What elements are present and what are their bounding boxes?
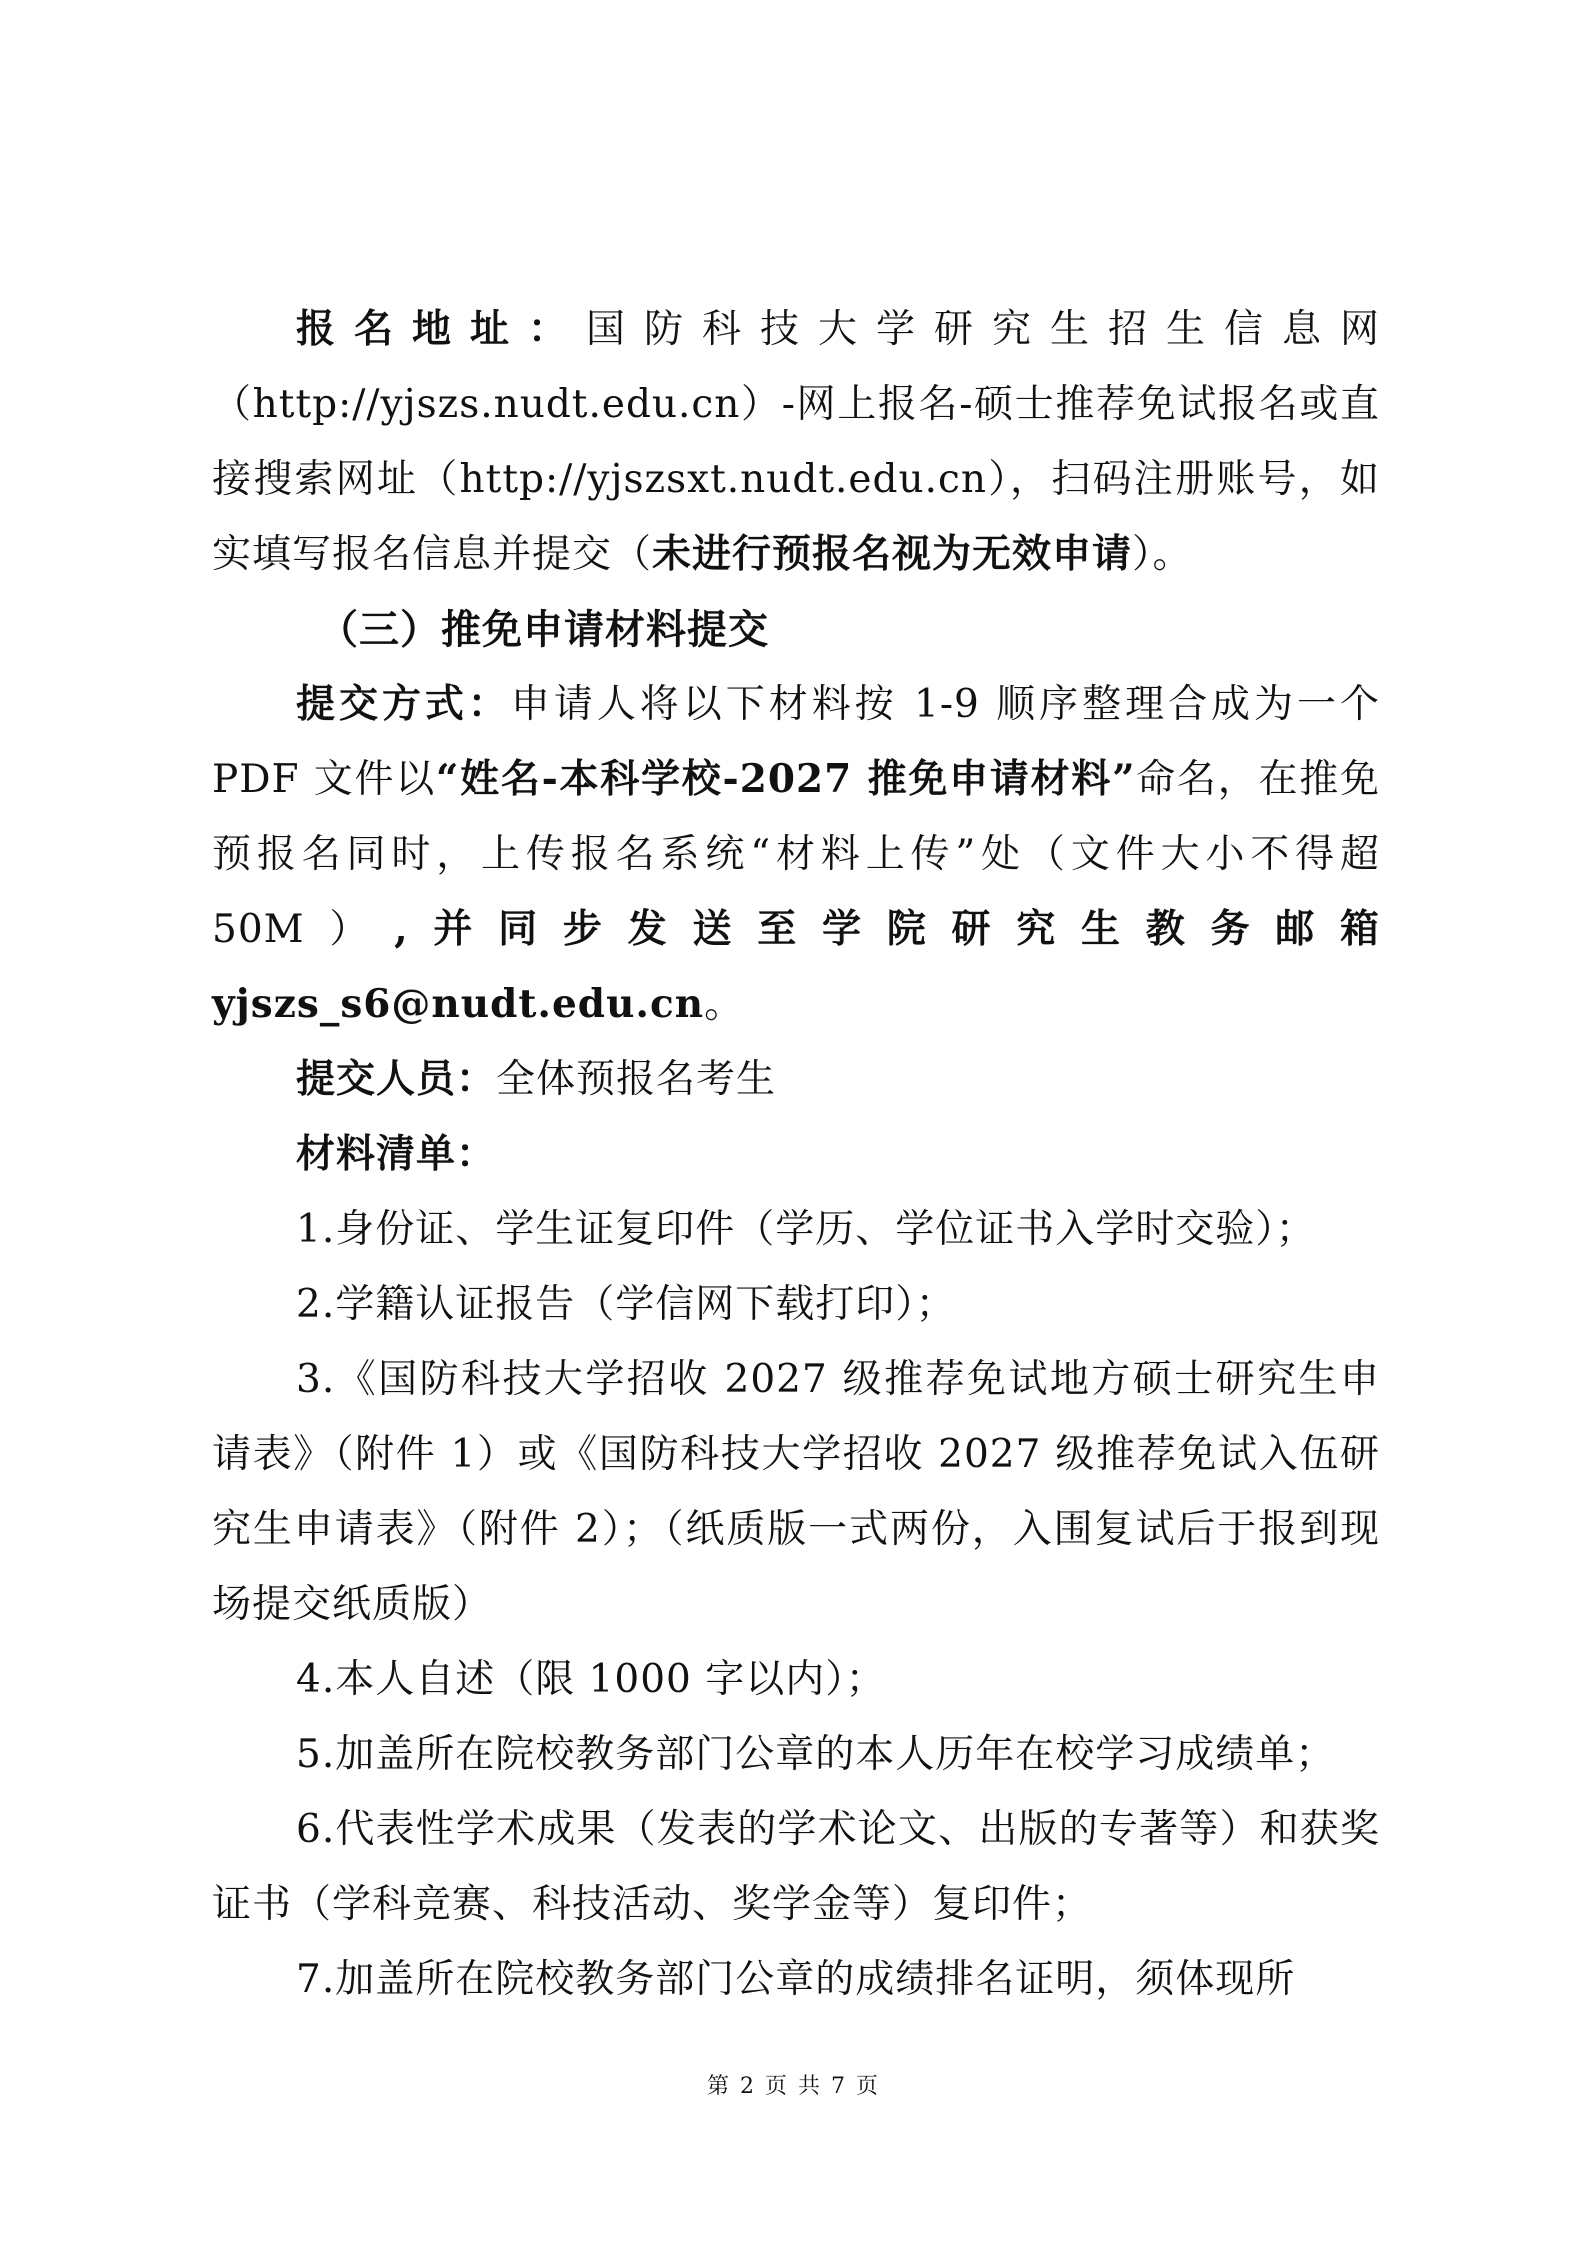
method-text-2: 命名，在推免预报名同时，上传报名系统“材料上传”处（文件大小不得超 50M） [212,757,1380,952]
material-item-1: 1.身份证、学生证复印件（学历、学位证书入学时交验）； [296,1207,1316,1252]
material-item-7: 7.加盖所在院校教务部门公章的成绩排名证明，须体现所 [296,1957,1296,2002]
method-text-1: 申请人将以下材料按 1-9 顺序整理合成为一个 PDF 文件以 [212,682,1380,802]
document-body [212,292,1380,2017]
method-email-note: ,并同步发送至学院研究生教务邮箱 yjszs_s6@nudt.edu.cn [212,906,1381,1027]
page-number-footer: 第 2 页 共 7 页 [707,2074,880,2099]
method-filename-format: “姓名-本科学校-2027 推免申请材料” [435,756,1136,802]
material-item-3: 3.《国防科技大学招收 2027 级推荐免试地方硕士研究生申请表》（附件 1）或《国防科技大学招收 2027 级推荐免试入伍研究生申请表》（附件 2）；（纸质版一式两份，入围复试后于报到现场提交纸质版） [212,1357,1380,1627]
address-label: 报名地址： [296,306,586,352]
method-end: 。 [704,982,745,1027]
address-end: ）。 [1132,532,1193,577]
method-label: 提交方式： [296,681,511,727]
address-text: 国防科技大学研究生招生信息网（http://yjszs.nudt.edu.cn）-网上报名-硕士推荐免试报名或直接搜索网址（http://yjszsxt.nudt.edu.cn），扫码注册账号，如实填写报名信息并提交（ [212,307,1380,577]
material-item-6: 6.代表性学术成果（发表的学术论文、出版的专著等）和获奖证书（学科竞赛、科技活动、奖学金等）复印件； [212,1807,1380,1927]
material-item-5: 5.加盖所在院校教务部门公章的本人历年在校学习成绩单； [296,1732,1336,1777]
material-item-4: 4.本人自述（限 1000 字以内）； [296,1657,886,1702]
registration-address-paragraph [212,292,1380,592]
submission-method-paragraph [212,667,1380,1042]
section-heading: （三）推免申请材料提交 [318,606,769,653]
submission-personnel-paragraph [212,1042,1380,1117]
material-item-2: 2.学籍认证报告（学信网下载打印）； [296,1282,956,1327]
materials-list-label: 材料清单： [296,1131,497,1177]
address-bold-note: 未进行预报名视为无效申请 [652,531,1133,577]
personnel-label: 提交人员： [296,1056,497,1102]
personnel-text: 全体预报名考生 [496,1057,777,1102]
